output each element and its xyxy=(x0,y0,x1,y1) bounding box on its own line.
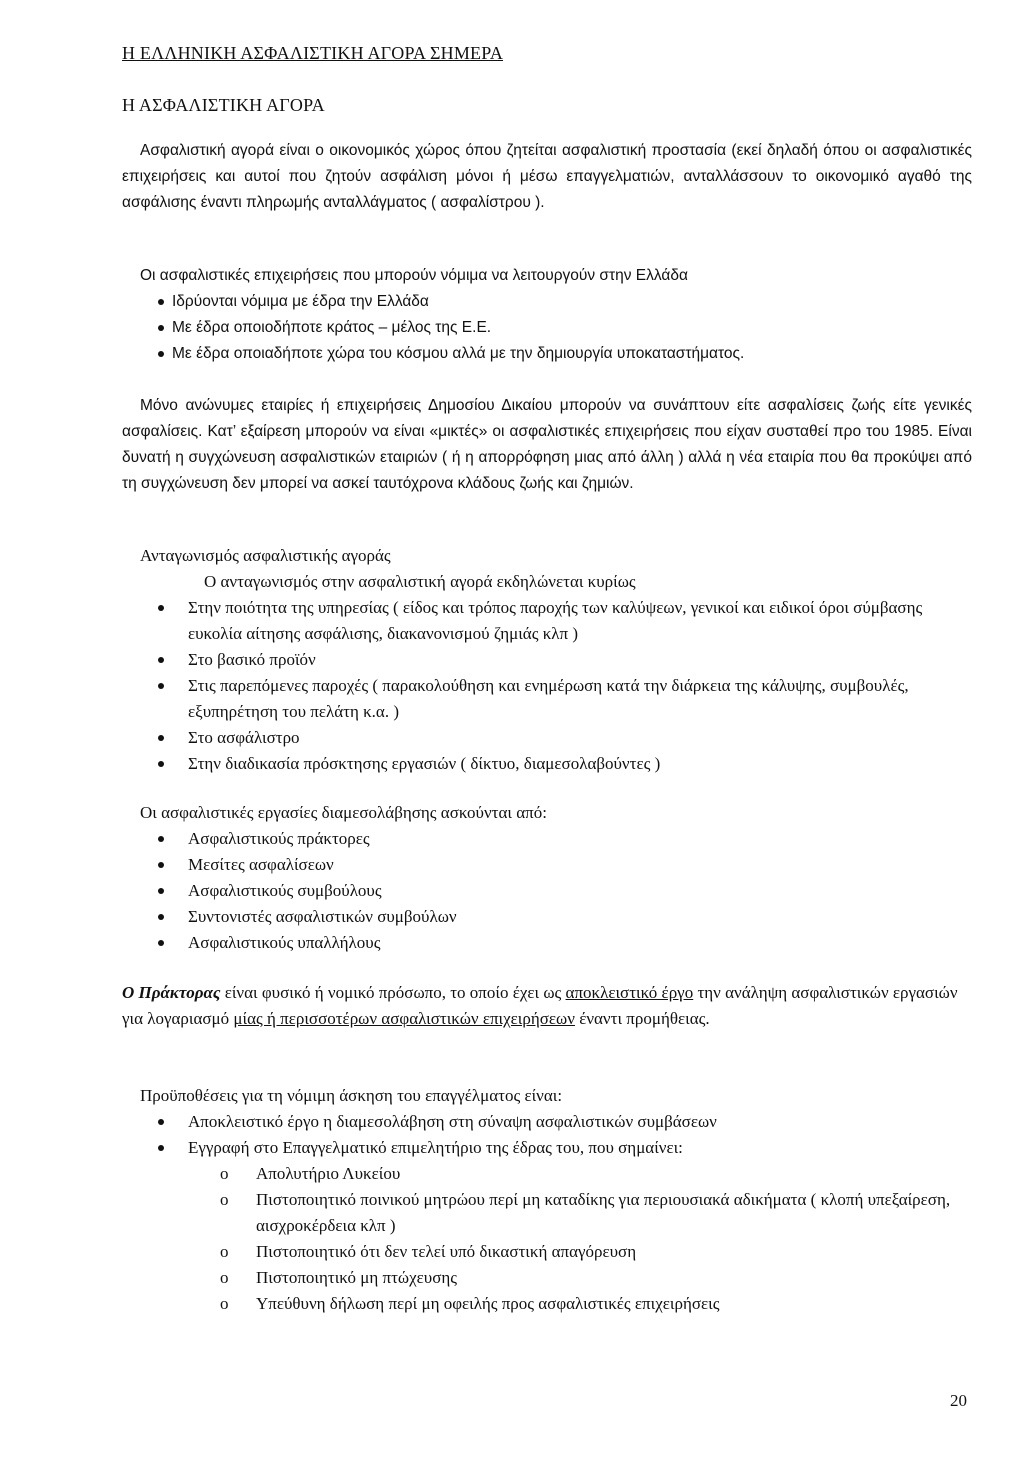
list-item-text: Εγγραφή στο Επαγγελματικό επιμελητήριο της έδρας του, που σημαίνει: xyxy=(188,1138,683,1157)
companies-paragraph: Μόνο ανώνυμες εταιρίες ή επιχειρήσεις Δημοσίου Δικαίου μπορούν να συνάπτουν είτε ασφαλίσεις ζωής είτε γενικές ασφαλίσεις. Κατ’ εξαίρεση μπορούν να είναι «μικτές» οι ασφαλιστικές επιχειρήσεις που είχαν συσταθεί προ του 1985. Είναι δυνατή η συγχώνευση ασφαλιστικών εταιριών ( ή η απορρόφηση μιας από άλλη ) αλλά η νέα εταιρία που θα προκύψει από τη συγχώνευση δεν μπορεί να ασκεί ταυτόχρονα κλάδους ζωής και ζημιών. xyxy=(122,397,972,492)
agent-text: έναντι προμήθειας. xyxy=(574,1009,710,1028)
competition-lead: Ο ανταγωνισμός στην ασφαλιστική αγορά εκδηλώνεται κυρίως xyxy=(204,572,636,591)
list-item xyxy=(140,1135,960,1161)
sublist-item: o Απολυτήριο Λυκείου xyxy=(220,1161,960,1187)
list-item: Στο βασικό προϊόν xyxy=(140,647,940,673)
list-item: Συντονιστές ασφαλιστικών συμβούλων xyxy=(140,904,940,930)
legal-list xyxy=(140,289,990,367)
intermediation-list xyxy=(140,826,940,956)
agent-underlined: μίας ή περισσοτέρων ασφαλιστικών επιχειρήσεων xyxy=(233,1009,575,1028)
agent-text: την ανάληψη ασφαλιστικών εργασιών για λογαριασμό xyxy=(122,983,958,1028)
list-item: Ασφαλιστικούς συμβούλους xyxy=(140,878,940,904)
sublist-item: o Υπεύθυνη δήλωση περί μη οφειλής προς ασφαλιστικές επιχειρήσεις xyxy=(220,1291,960,1317)
agent-underlined: αποκλειστικό έργο xyxy=(565,983,694,1002)
list-item: Ασφαλιστικούς υπαλλήλους xyxy=(140,930,940,956)
sublist-item: o Πιστοποιητικό μη πτώχευσης xyxy=(220,1265,960,1291)
list-item: Μεσίτες ασφαλίσεων xyxy=(140,852,940,878)
list-item: Ασφαλιστικούς πράκτορες xyxy=(140,826,940,852)
agent-term: Ο Πράκτορας xyxy=(122,983,221,1002)
page-number: 20 xyxy=(950,1391,967,1410)
section-subtitle: Η ΑΣΦΑΛΙΣΤΙΚΗ ΑΓΟΡΑ xyxy=(122,95,325,115)
list-item: Στο ασφάλιστρο xyxy=(140,725,940,751)
intermediation-section xyxy=(140,800,940,956)
list-item: Στην διαδικασία πρόσκτησης εργασιών ( δίκτυο, διαμεσολαβούντες ) xyxy=(140,751,940,777)
intermediation-lead: Οι ασφαλιστικές εργασίες διαμεσολάβησης ασκούνται από: xyxy=(140,803,547,822)
page-title: Η ΕΛΛΗΝΙΚΗ ΑΣΦΑΛΙΣΤΙΚΗ ΑΓΟΡΑ ΣΗΜΕΡΑ xyxy=(122,43,504,63)
list-item: Ιδρύονται νόμιμα με έδρα την Ελλάδα xyxy=(140,289,990,315)
intro-paragraph: Ασφαλιστική αγορά είναι ο οικονομικός χώρος όπου ζητείται ασφαλιστική προστασία (εκεί δηλαδή όπου οι ασφαλιστικές επιχειρήσεις και αυτοί που ζητούν ασφάλιση μόνοι ή μέσω επαγγελματιών, ανταλλάσσουν το οικονομικό αγαθό της ασφάλισης έναντι πληρωμής ανταλλάγματος ( ασφαλίστρου ). xyxy=(122,142,972,211)
agent-definition xyxy=(122,980,972,1032)
list-item: Με έδρα οποιαδήποτε χώρα του κόσμου αλλά με την δημιουργία υποκαταστήματος. xyxy=(140,341,990,367)
list-item: Στις παρεπόμενες παροχές ( παρακολούθηση και ενημέρωση κατά την διάρκεια της κάλυψης, συμβουλές, εξυπηρέτηση του πελάτη κ.α. ) xyxy=(140,673,940,725)
requirements-section xyxy=(140,1083,960,1317)
legal-section xyxy=(140,263,990,367)
competition-section xyxy=(140,543,940,777)
requirements-lead: Προϋποθέσεις για τη νόμιμη άσκηση του επαγγέλματος είναι: xyxy=(140,1086,563,1105)
sublist-item: o Πιστοποιητικό ποινικού μητρώου περί μη καταδίκης για περιουσιακά αδικήματα ( κλοπή υπεξαίρεση, αισχροκέρδεια κλπ ) xyxy=(220,1187,960,1239)
requirements-sublist xyxy=(140,1161,960,1317)
agent-text: είναι φυσικό ή νομικό πρόσωπο, το οποίο έχει ως xyxy=(220,983,566,1002)
list-item: Στην ποιότητα της υπηρεσίας ( είδος και τρόπος παροχής των καλύψεων, γενικοί και ειδικοί όροι σύμβασης ευκολία αίτησης ασφάλισης, διακανονισμού ζημιάς κλπ ) xyxy=(140,595,940,647)
competition-list xyxy=(140,595,940,777)
list-item: Με έδρα οποιοδήποτε κράτος – μέλος της Ε.Ε. xyxy=(140,315,990,341)
competition-heading: Ανταγωνισμός ασφαλιστικής αγοράς xyxy=(140,546,391,565)
requirements-list xyxy=(140,1109,960,1161)
legal-lead: Οι ασφαλιστικές επιχειρήσεις που μπορούν νόμιμα να λειτουργούν στην Ελλάδα xyxy=(140,267,688,284)
list-item: Αποκλειστικό έργο η διαμεσολάβηση στη σύναψη ασφαλιστικών συμβάσεων xyxy=(140,1109,960,1135)
sublist-item: o Πιστοποιητικό ότι δεν τελεί υπό δικαστική απαγόρευση xyxy=(220,1239,960,1265)
